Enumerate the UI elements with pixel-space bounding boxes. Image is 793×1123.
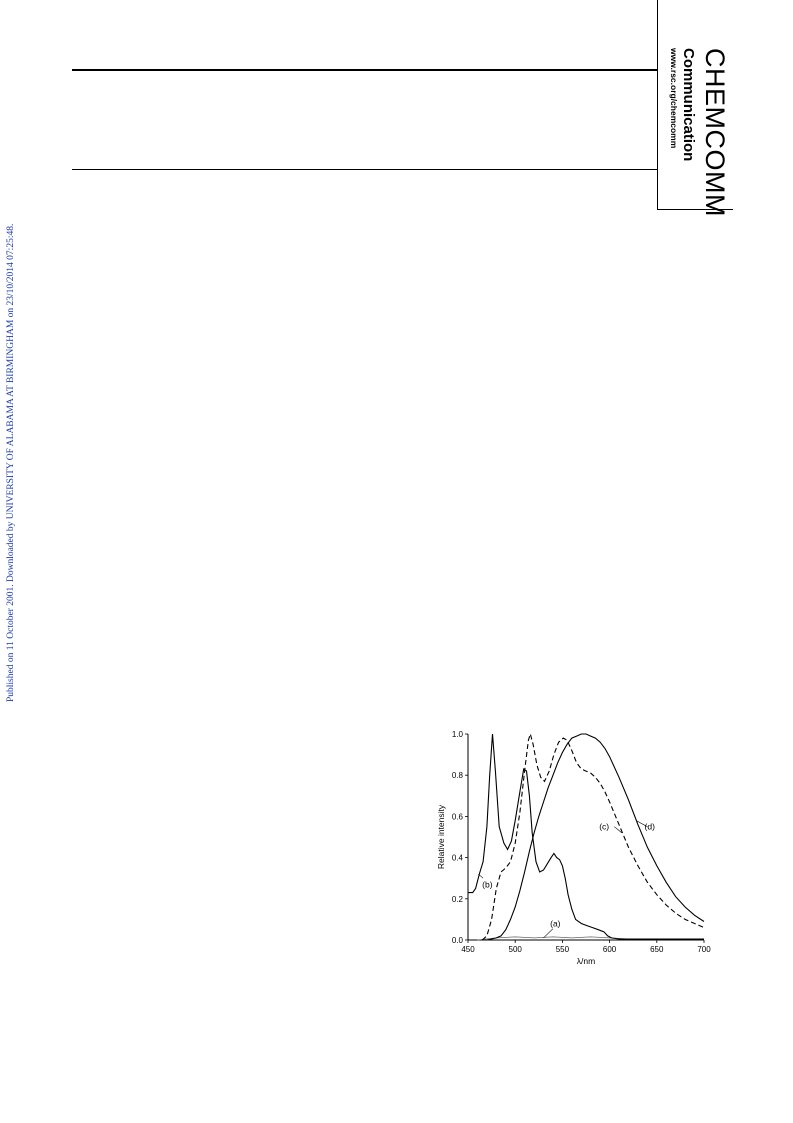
x-tick-label: 450 (461, 945, 475, 954)
x-axis-title: λ/nm (576, 956, 596, 966)
y-axis-title: Relative intensity (436, 804, 446, 870)
series-label: (b) (482, 879, 493, 890)
journal-url[interactable]: www.rsc.org/chemcomm (669, 48, 679, 149)
x-tick-label: 550 (555, 945, 570, 954)
emission-spectra-figure (432, 722, 722, 972)
header-rule-top (72, 69, 657, 71)
series-label: (a) (550, 918, 561, 929)
y-tick-label: 0.6 (451, 812, 463, 822)
y-tick-label: 0.0 (451, 936, 463, 945)
y-tick-label: 1.0 (451, 730, 463, 739)
series-b-line (468, 734, 704, 939)
download-notice: Published on 11 October 2001. Downloaded by UNIVERSITY OF ALABAMA AT BIRMINGHAM on 23/10/2014 07:25:48. (6, 223, 16, 702)
x-tick-label: 500 (508, 945, 522, 954)
y-tick-label: 0.4 (451, 853, 463, 863)
x-tick-label: 600 (602, 945, 617, 954)
y-tick-label: 0.2 (451, 894, 463, 904)
article-type: Communication (680, 48, 697, 162)
chart-axes (436, 730, 711, 966)
chart-series (468, 734, 704, 940)
header-rule-bottom (72, 169, 657, 170)
series-label: (d) (644, 821, 655, 832)
series-label: (c) (599, 821, 610, 832)
x-tick-label: 650 (650, 945, 664, 954)
x-tick-label: 700 (697, 945, 711, 954)
spectra-chart (432, 722, 722, 972)
y-tick-label: 0.8 (451, 771, 463, 781)
journal-name: CHEMCOMM (700, 48, 730, 217)
chart-labels (478, 821, 655, 938)
series-label-leader (544, 929, 553, 938)
series-c-line (482, 734, 704, 940)
